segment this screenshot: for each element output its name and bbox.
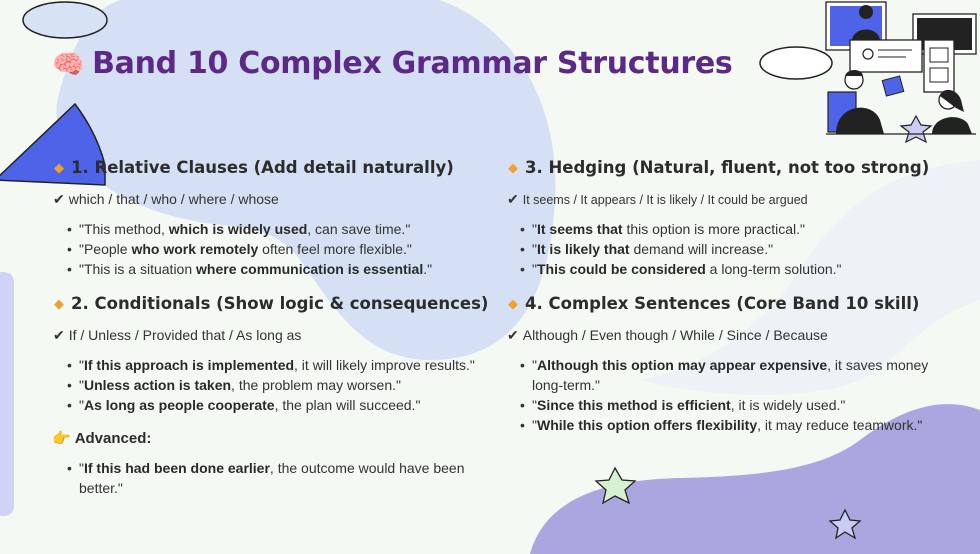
example-highlight: Since this method is efficient (536, 397, 731, 413)
brain-icon: 🧠 (52, 50, 85, 80)
example-item (67, 355, 475, 375)
title-text: Band 10 Complex Grammar Structures (92, 46, 733, 81)
section-relative-clauses-heading (54, 158, 454, 177)
example-highlight: While this option offers flexibility (536, 417, 758, 433)
example-text: " (532, 397, 537, 413)
example-text: demand will increase." (629, 241, 774, 257)
example-text: , it is widely used." (730, 397, 846, 413)
example-highlight: which is widely used (168, 221, 308, 237)
keywords-line (507, 327, 828, 344)
example-item (67, 458, 467, 498)
examples-list (67, 355, 475, 415)
example-item (520, 239, 842, 259)
team-illustration (826, 2, 976, 142)
pointing-hand-icon: 👉 (52, 430, 71, 447)
orange-diamond-icon: ◆ (54, 297, 64, 312)
example-text: a long-term solution." (705, 261, 842, 277)
keywords-line (53, 327, 301, 344)
advanced-text: Advanced: (74, 430, 152, 447)
keywords-line (53, 191, 279, 208)
example-item (67, 395, 475, 415)
section-complex-sentences-heading (508, 294, 919, 313)
example-highlight: Unless action is taken (83, 377, 232, 393)
example-item (67, 239, 432, 259)
heading-text: 2. Conditionals (Show logic & consequences) (71, 294, 489, 313)
example-highlight: As long as people cooperate (83, 397, 275, 413)
examples-list (520, 355, 930, 435)
example-text: " (532, 357, 537, 373)
orange-diamond-icon: ◆ (54, 161, 64, 176)
advanced-label (52, 429, 151, 447)
example-item (520, 355, 930, 395)
example-text: " (532, 221, 537, 237)
example-text: , the outcome would have been better." (79, 460, 465, 496)
example-text: ." (423, 261, 433, 277)
example-text: , it saves money long-term." (532, 357, 929, 393)
example-highlight: It is likely that (536, 241, 630, 257)
check-mark-icon: ✔ (507, 327, 519, 343)
example-highlight: where communication is essential (196, 261, 424, 277)
example-text: " (79, 460, 84, 476)
example-text: often feel more flexible." (258, 241, 412, 257)
left-bar-shape (0, 272, 14, 516)
keywords-line (507, 191, 808, 208)
white-oval (760, 47, 832, 79)
example-item (520, 395, 930, 415)
example-text: , the problem may worsen." (231, 377, 401, 393)
example-highlight: Although this option may appear expensive (536, 357, 828, 373)
keywords-text: Although / Even though / While / Since / Because (522, 327, 828, 343)
example-text: " (532, 241, 537, 257)
example-text: " (532, 417, 537, 433)
example-text: "This is a situation (79, 261, 197, 277)
example-text: " (79, 397, 84, 413)
example-highlight: who work remotely (131, 241, 259, 257)
heading-text: 4. Complex Sentences (Core Band 10 skill) (525, 294, 920, 313)
example-highlight: It seems that (536, 221, 623, 237)
example-text: " (79, 377, 84, 393)
heading-text: 1. Relative Clauses (Add detail naturally) (71, 158, 454, 177)
orange-diamond-icon: ◆ (508, 297, 518, 312)
examples-list (520, 219, 842, 279)
keywords-text: If / Unless / Provided that / As long as (68, 327, 302, 343)
check-mark-icon: ✔ (507, 191, 519, 207)
page-title (52, 46, 733, 81)
top-left-oval (23, 2, 107, 38)
keywords-text: It seems / It appears / It is likely / It could be argued (522, 193, 808, 207)
check-mark-icon: ✔ (53, 327, 65, 343)
example-highlight: This could be considered (536, 261, 706, 277)
heading-text: 3. Hedging (Natural, fluent, not too strong) (525, 158, 930, 177)
examples-list (67, 219, 432, 279)
example-item (520, 259, 842, 279)
example-highlight: If this approach is implemented (83, 357, 295, 373)
orange-diamond-icon: ◆ (508, 161, 518, 176)
example-text: " (79, 357, 84, 373)
example-highlight: If this had been done earlier (83, 460, 270, 476)
example-text: "People (79, 241, 132, 257)
example-item (67, 219, 432, 239)
example-item (520, 415, 930, 435)
section-conditionals-heading (54, 294, 488, 313)
example-text: , it may reduce teamwork." (757, 417, 923, 433)
keywords-text: which / that / who / where / whose (68, 191, 279, 207)
check-mark-icon: ✔ (53, 191, 65, 207)
example-item (67, 259, 432, 279)
example-text: "This method, (79, 221, 169, 237)
example-item (67, 375, 475, 395)
example-text: this option is more practical." (622, 221, 805, 237)
example-item (520, 219, 842, 239)
example-text: , the plan will succeed." (274, 397, 421, 413)
section-hedging-heading (508, 158, 929, 177)
example-text: , can save time." (307, 221, 411, 237)
example-text: , it will likely improve results." (294, 357, 475, 373)
advanced-examples-list (67, 458, 467, 498)
example-text: " (532, 261, 537, 277)
